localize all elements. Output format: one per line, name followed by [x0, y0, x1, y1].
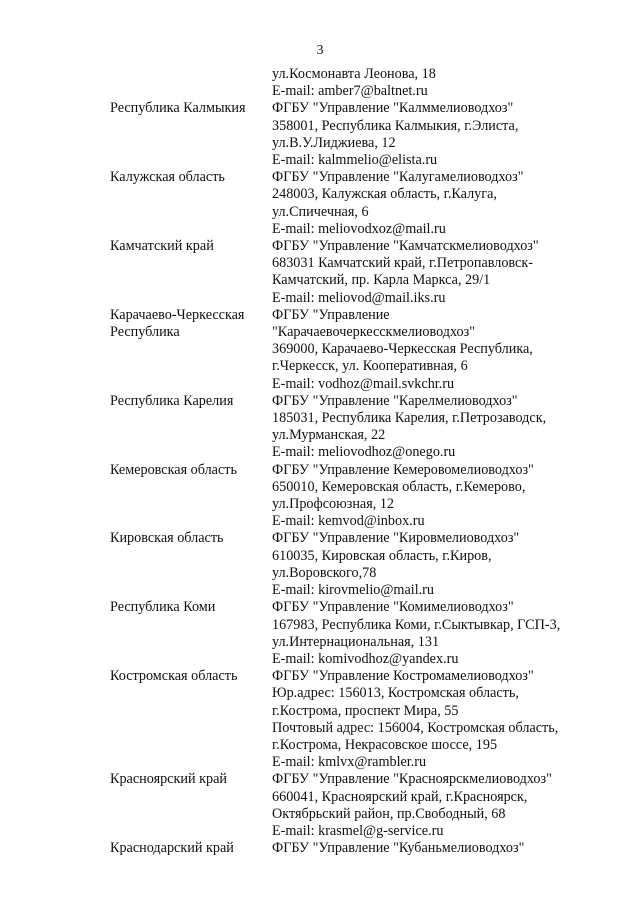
detail-line: E-mail: meliovodhoz@onego.ru	[272, 444, 456, 461]
entry	[110, 840, 630, 857]
entry	[110, 307, 630, 393]
detail-line: 610035, Кировская область, г.Киров,	[272, 547, 492, 564]
organization-details	[272, 307, 630, 393]
detail-line: E-mail: kmlvx@rambler.ru	[272, 754, 427, 771]
detail-line: E-mail: kemvod@inbox.ru	[272, 513, 425, 530]
region-line: Республика Калмыкия	[110, 100, 246, 117]
organization-details	[272, 771, 630, 840]
detail-line: E-mail: komivodhoz@yandex.ru	[272, 650, 459, 667]
region-line: Камчатский край	[110, 238, 214, 255]
entry	[110, 530, 630, 599]
region-line: Республика Карелия	[110, 392, 234, 409]
entry	[110, 393, 630, 462]
detail-line: г.Черкесск, ул. Кооперативная, 6	[272, 358, 468, 375]
detail-line: ул.Профсоюзная, 12	[272, 496, 395, 513]
organization-details	[272, 393, 630, 462]
detail-line: ФГБУ "Управление "Калугамелиоводхоз"	[272, 169, 524, 186]
detail-line: 369000, Карачаево-Черкесская Республика,	[272, 341, 533, 358]
detail-line: E-mail: amber7@baltnet.ru	[272, 83, 428, 100]
region-line: Краснодарский край	[110, 840, 234, 857]
organization-details	[272, 599, 630, 668]
entry	[110, 668, 630, 771]
organization-details	[272, 100, 630, 169]
organization-details	[272, 66, 630, 100]
detail-line: г.Кострома, Некрасовское шоссе, 195	[272, 736, 498, 753]
entry	[110, 462, 630, 531]
entries-list	[110, 66, 630, 857]
detail-line: 683031 Камчатский край, г.Петропавловск-	[272, 255, 533, 272]
detail-line: ФГБУ "Управление "Кубаньмелиоводхоз"	[272, 840, 525, 857]
detail-line: 660041, Красноярский край, г.Красноярск,	[272, 788, 528, 805]
detail-line: E-mail: vodhoz@mail.svkchr.ru	[272, 375, 455, 392]
organization-details	[272, 462, 630, 531]
detail-line: ул.Космонавта Леонова, 18	[272, 66, 436, 82]
detail-line: E-mail: kirovmelio@mail.ru	[272, 582, 434, 599]
detail-line: ул.Интернациональная, 131	[272, 633, 440, 650]
region-name	[110, 840, 272, 857]
detail-line: ФГБУ "Управление Костромамелиоводхоз"	[272, 668, 534, 685]
detail-line: Октябрьский район, пр.Свободный, 68	[272, 805, 506, 822]
detail-line: ФГБУ "Управление "Калммелиоводхоз"	[272, 100, 514, 117]
region-line: Костромская область	[110, 668, 238, 685]
organization-details	[272, 668, 630, 771]
detail-line: ул.Мурманская, 22	[272, 427, 386, 444]
region-name	[110, 599, 272, 668]
detail-line: ФГБУ "Управление "Карелмелиоводхоз"	[272, 392, 518, 409]
detail-line: E-mail: meliovodxoz@mail.ru	[272, 220, 446, 237]
region-name	[110, 771, 272, 840]
detail-line: Юр.адрес: 156013, Костромская область,	[272, 685, 519, 702]
entry	[110, 66, 630, 100]
detail-line: ФГБУ "Управление "Кировмелиоводхоз"	[272, 530, 520, 547]
page-number: 3	[316, 43, 324, 58]
organization-details	[272, 238, 630, 307]
region-name	[110, 307, 272, 393]
detail-line: ул.В.У.Лиджиева, 12	[272, 134, 396, 151]
detail-line: E-mail: kalmmelio@elista.ru	[272, 152, 438, 169]
detail-line: ФГБУ "Управление Кемеровомелиоводхоз"	[272, 461, 534, 478]
region-line: Республика Коми	[110, 599, 216, 616]
detail-line: ФГБУ "Управление "Камчатскмелиоводхоз"	[272, 238, 539, 255]
region-line: Красноярский край	[110, 771, 227, 788]
detail-line: ул.Воровского,78	[272, 564, 377, 581]
region-name	[110, 100, 272, 169]
detail-line: ул.Спичечная, 6	[272, 203, 369, 220]
detail-line: 185031, Республика Карелия, г.Петрозаводск,	[272, 410, 547, 427]
detail-line: Почтовый адрес: 156004, Костромская область,	[272, 719, 559, 736]
detail-line: E-mail: meliovod@mail.iks.ru	[272, 289, 446, 306]
detail-line: 167983, Республика Коми, г.Сыктывкар, ГСП-3,	[272, 616, 561, 633]
region-name	[110, 530, 272, 599]
region-line: Карачаево-Черкесская	[110, 306, 245, 323]
detail-line: г.Кострома, проспект Мира, 55	[272, 702, 459, 719]
detail-line: 358001, Республика Калмыкия, г.Элиста,	[272, 117, 519, 134]
detail-line: ФГБУ "Управление "Комимелиоводхоз"	[272, 599, 514, 616]
region-name	[110, 169, 272, 238]
entry	[110, 100, 630, 169]
organization-details	[272, 169, 630, 238]
region-line: Кемеровская область	[110, 461, 237, 478]
region-line: Кировская область	[110, 530, 224, 547]
detail-line: "Карачаевочеркесскмелиоводхоз"	[272, 324, 476, 341]
detail-line: 650010, Кемеровская область, г.Кемерово,	[272, 478, 526, 495]
entry	[110, 599, 630, 668]
region-line: Республика	[110, 324, 180, 341]
detail-line: ФГБУ "Управление "Красноярскмелиоводхоз"	[272, 771, 552, 788]
region-name	[110, 238, 272, 307]
region-name	[110, 66, 272, 100]
entry	[110, 169, 630, 238]
detail-line: E-mail: krasmel@g-service.ru	[272, 822, 444, 839]
region-name	[110, 462, 272, 531]
entry	[110, 238, 630, 307]
entry	[110, 771, 630, 840]
region-name	[110, 668, 272, 771]
detail-line: ФГБУ "Управление	[272, 306, 390, 323]
detail-line: Камчатский, пр. Карла Маркса, 29/1	[272, 272, 491, 289]
organization-details	[272, 530, 630, 599]
detail-line: 248003, Калужская область, г.Калуга,	[272, 186, 497, 203]
region-line: Калужская область	[110, 169, 225, 186]
organization-details	[272, 840, 630, 857]
region-name	[110, 393, 272, 462]
